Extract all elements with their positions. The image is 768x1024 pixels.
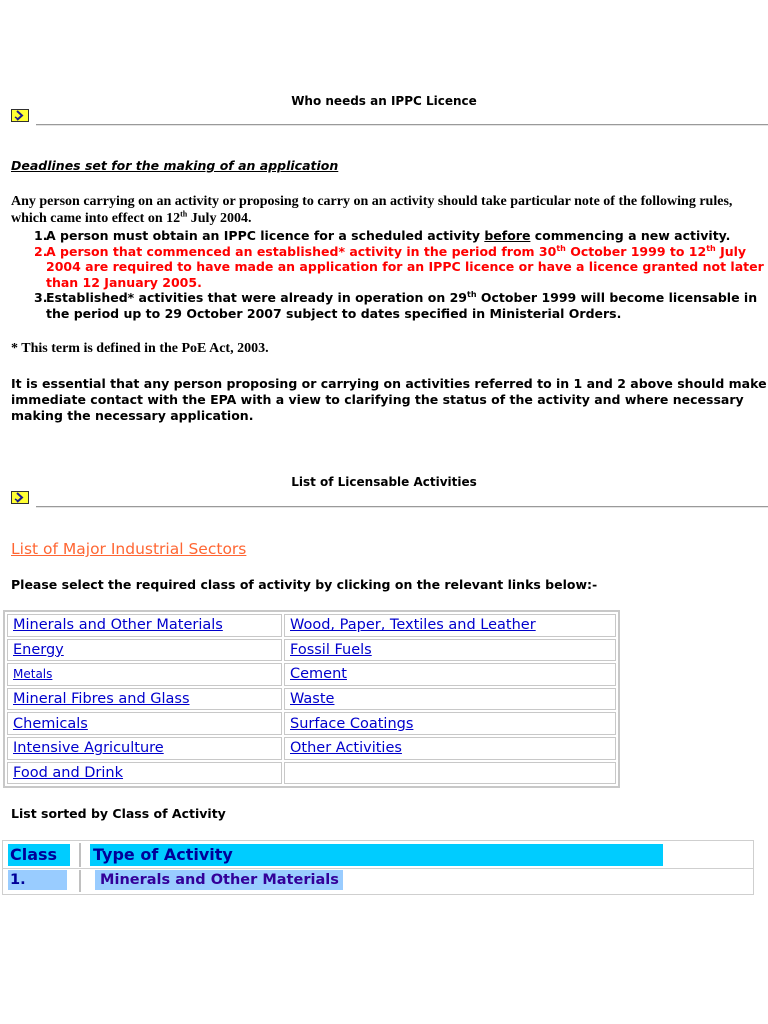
sectors-row <box>7 688 616 711</box>
sector-cell <box>284 712 616 735</box>
sector-link-energy[interactable]: Energy <box>13 641 64 658</box>
sector-cell <box>7 762 282 785</box>
sector-cell <box>284 663 616 686</box>
section-title-ippc-licence: Who needs an IPPC Licence <box>291 94 477 108</box>
sector-cell <box>7 688 282 711</box>
sector-link-minerals[interactable]: Minerals and Other Materials <box>13 617 223 634</box>
back-to-top-arrow-icon[interactable] <box>11 109 29 122</box>
sector-cell-empty <box>284 762 616 785</box>
select-instruction: Please select the required class of activity by clicking on the relevant links below:- <box>11 577 598 592</box>
column-divider <box>79 870 81 892</box>
intro-paragraph: Any person carrying on an activity or proposing to carry on an activity should take particular note of the following rules, which came into effect on 12th July 2004. <box>11 194 733 226</box>
sector-link-chemicals[interactable]: Chemicals <box>13 715 88 732</box>
rule-item-1: 1. A person must obtain an IPPC licence for a scheduled activity before commencing a new activity. <box>34 228 731 243</box>
sectors-row <box>7 639 616 662</box>
sector-link-intensive-agriculture[interactable]: Intensive Agriculture <box>13 740 164 757</box>
sector-cell <box>7 614 282 637</box>
major-industrial-sectors-link[interactable]: List of Major Industrial Sectors <box>11 540 247 558</box>
column-divider <box>79 843 81 867</box>
type-of-activity-header: Type of Activity <box>90 844 663 866</box>
sector-link-fossil-fuels[interactable]: Fossil Fuels <box>290 641 372 658</box>
sectors-row <box>7 712 616 735</box>
sectors-row <box>7 663 616 686</box>
sector-link-wood-paper-textiles-leather[interactable]: Wood, Paper, Textiles and Leather <box>290 617 536 634</box>
sectors-row <box>7 737 616 760</box>
sector-link-mineral-fibres-glass[interactable]: Mineral Fibres and Glass <box>13 691 190 708</box>
sector-link-other-activities[interactable]: Other Activities <box>290 740 402 757</box>
essential-paragraph: It is essential that any person proposing or carrying on activities referred to in 1 and 2 above should make immediate contact with the EPA with a view to clarifying the status of the activity and where necessary making the necessary application. <box>11 376 767 423</box>
back-to-top-arrow-icon[interactable] <box>11 491 29 504</box>
sector-link-metals[interactable]: Metals <box>13 667 53 682</box>
sector-link-waste[interactable]: Waste <box>290 691 335 708</box>
sorted-by-class-label: List sorted by Class of Activity <box>11 806 226 821</box>
section-title-licensable-activities: List of Licensable Activities <box>291 475 477 489</box>
sector-cell <box>7 639 282 662</box>
section-divider <box>36 124 768 126</box>
sector-cell <box>7 663 282 686</box>
sectors-row <box>7 762 616 785</box>
class-header: Class <box>8 844 70 866</box>
sector-cell <box>284 614 616 637</box>
sector-cell <box>284 737 616 760</box>
sector-link-food-and-drink[interactable]: Food and Drink <box>13 764 124 781</box>
sector-cell <box>7 737 282 760</box>
footnote: * This term is defined in the PoE Act, 2003. <box>11 341 269 356</box>
class-number-cell: 1. <box>8 870 67 890</box>
sector-link-surface-coatings[interactable]: Surface Coatings <box>290 715 414 732</box>
rule-item-2: 2. A person that commenced an established* activity in the period from 30th October 1999 to 12th July 2004 are required to have made an application for an IPPC licence or have a licence granted not later than 12 January 2005. <box>34 243 764 290</box>
sector-cell <box>7 712 282 735</box>
activity-type-cell: Minerals and Other Materials <box>95 872 344 888</box>
rules-list <box>0 228 768 321</box>
sector-cell <box>284 688 616 711</box>
deadlines-heading: Deadlines set for the making of an application <box>11 158 339 173</box>
rule-item-3: 3. Established* activities that were already in operation on 29th October 1999 will become licensable in the period up to 29 October 2007 subject to dates specified in Ministerial Orders. <box>34 289 758 321</box>
sectors-table <box>3 610 620 788</box>
sector-link-cement[interactable]: Cement <box>290 666 347 683</box>
sectors-row <box>7 614 616 637</box>
sector-cell <box>284 639 616 662</box>
section-divider <box>36 506 768 508</box>
class-activity-table <box>2 840 754 895</box>
